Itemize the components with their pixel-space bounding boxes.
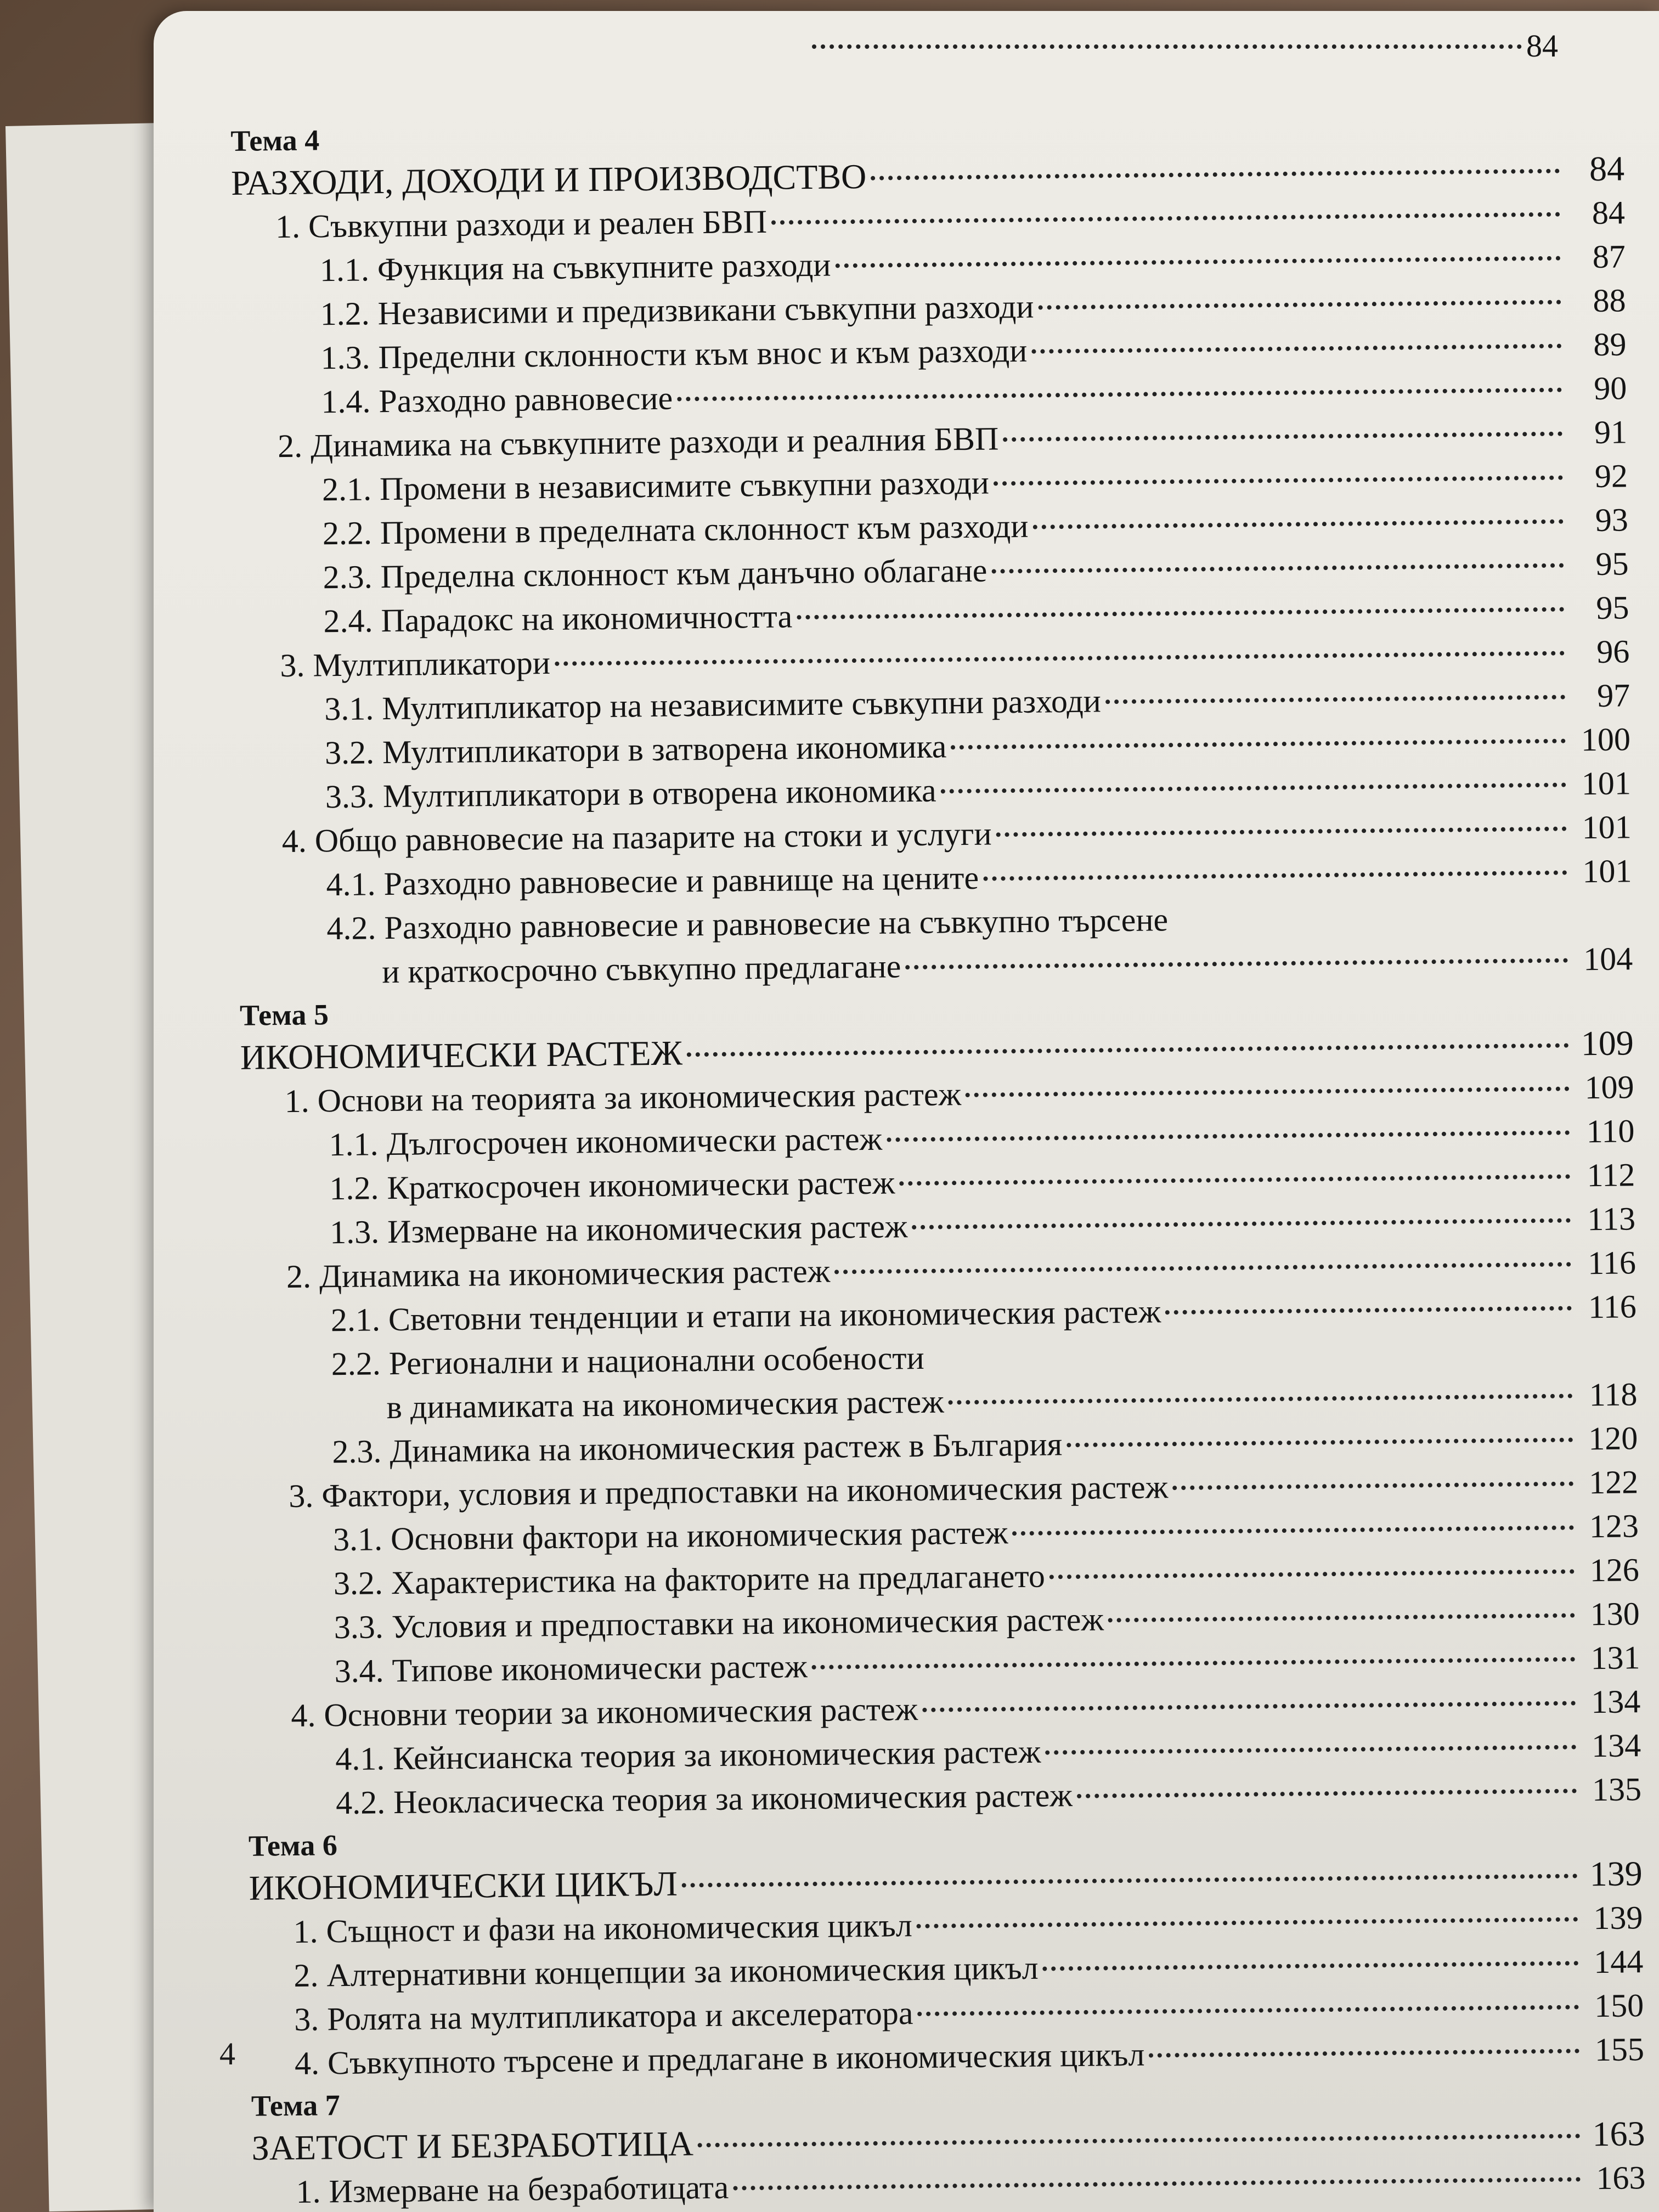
toc-entry-title: 1. Съвкупни разходи и реален БВП <box>275 203 768 245</box>
toc-entry-title: 3.3. Мултипликатори в отворена икономика <box>325 772 936 815</box>
toc-entry-page: 92 <box>1594 458 1628 494</box>
toc-entry-title: 1.4. Разходно равновесие <box>321 380 673 420</box>
toc-entry-page: 163 <box>1592 2114 1645 2154</box>
toc-entry-page: 139 <box>1589 1854 1643 1894</box>
leader-dots <box>771 212 1560 225</box>
toc-entry-title: 1.1. Функция на съвкупните разходи <box>319 246 831 289</box>
toc-entry-title: 3.1. Основни фактори на икономическия растеж <box>332 1514 1008 1558</box>
toc-entry-title: 3. Фактори, условия и предпоставки на икономическия растеж <box>288 1469 1169 1515</box>
toc-entry-title: 1.1. Дългосрочен икономически растеж <box>329 1120 883 1163</box>
toc-entry-page: 101 <box>1582 853 1632 890</box>
toc-entry-page: 139 <box>1593 1899 1643 1937</box>
leader-dots <box>994 476 1563 486</box>
toc-entry-title: Тема 6 <box>248 1829 338 1863</box>
top-leader-line <box>812 27 1558 71</box>
toc-entry-title: 3.4. Типове икономически растеж <box>334 1648 808 1690</box>
book-page <box>154 11 1659 2212</box>
toc-entry-title: 4.1. Разходно равновесие и равнище на цените <box>326 859 979 903</box>
toc-entry-page: 134 <box>1591 1727 1641 1764</box>
toc-entry-page: 163 <box>1596 2159 1646 2197</box>
leader-dots <box>991 563 1564 574</box>
leader-dots <box>922 1701 1576 1712</box>
toc-entry-page: 84 <box>1592 194 1626 232</box>
toc-entry-title: 2.3. Динамика на икономическия растеж в България <box>332 1426 1063 1470</box>
toc-entry-title: и краткосрочно съвкупно предлагане <box>381 948 901 990</box>
leader-dots <box>1149 2049 1579 2057</box>
leader-dots <box>912 1218 1571 1230</box>
toc-entry-page: 123 <box>1589 1508 1639 1545</box>
toc-entry-title: 1. Измерване на безработицата <box>296 2169 729 2210</box>
leader-dots <box>1165 1306 1572 1315</box>
toc-entry-title: 2.2. Регионални и национални особености <box>331 1339 924 1383</box>
leader-dots <box>1077 1788 1577 1798</box>
toc-entry-page: 88 <box>1593 282 1626 319</box>
toc-entry-title: 4.2. Разходно равновесие и равновесие на съвкупно търсене <box>326 901 1169 947</box>
toc-entry-title: 4.2. Неокласическа теория за икономическия растеж <box>335 1777 1073 1821</box>
toc-entry-title: 1. Същност и фази на икономическия цикъл <box>293 1907 913 1950</box>
leader-dots <box>966 1087 1570 1098</box>
toc-entry-page: 134 <box>1590 1683 1641 1720</box>
toc-entry-title: 2. Динамика на икономическия растеж <box>286 1252 831 1295</box>
toc-entry-page: 131 <box>1590 1639 1640 1677</box>
leader-dots <box>917 2005 1579 2016</box>
leader-dots <box>871 169 1560 180</box>
leader-dots <box>1031 344 1561 354</box>
leader-dots <box>1003 432 1562 442</box>
toc-entry-title: 3. Ролята на мултипликатора и акселератора <box>294 1995 913 2038</box>
toc-entry-page: 104 <box>1583 940 1633 978</box>
toc-entry-page: 101 <box>1581 765 1632 802</box>
leader-dots <box>1012 1525 1574 1536</box>
toc-entry-page: 126 <box>1589 1551 1640 1589</box>
toc-entry-title: 2.2. Промени в пределната склонност към разходи <box>322 507 1029 552</box>
toc-entry-title: 1.3. Пределни склонности към внос и към разходи <box>320 332 1028 376</box>
toc-entry-title: ИКОНОМИЧЕСКИ ЦИКЪЛ <box>249 1864 678 1908</box>
leader-dots <box>917 1917 1578 1928</box>
leader-dots <box>1066 1438 1573 1448</box>
leader-dots <box>1172 1482 1573 1491</box>
toc-entry-title: 2. Динамика на съвкупните разходи и реалния БВП <box>277 420 999 465</box>
toc-entry-page: 87 <box>1592 238 1626 275</box>
toc-entry-page: 109 <box>1584 1069 1634 1106</box>
top-leader-page: 84 <box>1526 28 1558 64</box>
leader-dots <box>733 2177 1581 2190</box>
leader-dots <box>905 958 1568 970</box>
toc-entry-title: Тема 4 <box>230 123 320 157</box>
leader-dots <box>682 1874 1578 1887</box>
toc-entry-title: 3.3. Условия и предпоставки на икономическия растеж <box>334 1601 1104 1646</box>
leader-dots <box>1108 1613 1575 1622</box>
toc-entry-page: 89 <box>1593 326 1627 363</box>
toc-entry-page: 97 <box>1596 677 1630 714</box>
toc-entry-title: 2.4. Парадокс на икономичността <box>323 598 793 640</box>
toc-entry-title: ИКОНОМИЧЕСКИ РАСТЕЖ <box>240 1033 683 1077</box>
toc-entry-title: 1. Основи на теорията за икономическия растеж <box>284 1076 962 1120</box>
toc-entry-title: 1.2. Краткосрочен икономически растеж <box>329 1164 895 1207</box>
toc-entry-title: РАЗХОДИ, ДОХОДИ И ПРОИЗВОДСТВО <box>230 156 867 202</box>
toc-entry-page: 120 <box>1588 1420 1638 1457</box>
toc-entry-title: 4. Основни теории за икономическия растеж <box>291 1691 918 1734</box>
toc-entry-page: 110 <box>1586 1113 1635 1150</box>
leader-dots <box>835 256 1560 268</box>
leader-dots <box>983 871 1567 881</box>
toc-entry-page: 84 <box>1589 149 1625 189</box>
toc-entry-title: Тема 7 <box>251 2089 341 2123</box>
toc-entry-title: в динамиката на икономическия растеж <box>386 1383 944 1426</box>
leader-dots <box>1032 520 1563 529</box>
toc-entry-page: 93 <box>1595 501 1629 538</box>
toc-entry-title: 3.2. Характеристика на факторите на предлагането <box>333 1558 1046 1602</box>
toc-entry-page: 116 <box>1587 1244 1637 1282</box>
toc-entry-page: 91 <box>1594 414 1628 450</box>
toc-entry-page: 100 <box>1581 721 1631 758</box>
leader-dots <box>899 1175 1570 1186</box>
toc-entry-title: 2.1. Световни тенденции и етапи на икономическия растеж <box>330 1293 1161 1339</box>
toc-entry-title: 2. Алтернативни концепции за икономическия цикъл <box>294 1949 1039 1994</box>
leader-dots <box>797 607 1564 620</box>
toc-entry-title: 1.2. Независими и предизвикани съвкупни разходи <box>320 288 1034 332</box>
toc-entry-page: 95 <box>1596 589 1629 626</box>
leader-dots <box>687 1043 1569 1057</box>
toc-entry-title: Тема 5 <box>239 998 329 1032</box>
page-number: 4 <box>219 2036 235 2072</box>
toc-entry-title: 2.1. Промени в независимите съвкупни разходи <box>321 464 990 508</box>
toc-entry-page: 118 <box>1589 1376 1638 1413</box>
toc-entry-title: ЗАЕТОСТ И БЕЗРАБОТИЦА <box>251 2124 694 2168</box>
toc-entry-title: 4.1. Кейнсианска теория за икономическия растеж <box>335 1733 1041 1778</box>
toc-entry-title: 3.1. Мултипликатор на независимите съвкупни разходи <box>324 682 1102 727</box>
toc-entry-page: 116 <box>1588 1288 1637 1325</box>
leader-dots <box>1045 1745 1576 1754</box>
toc-entry-title: 2.3. Пределна склонност към данъчно облагане <box>323 552 988 596</box>
toc-entry-page: 96 <box>1596 633 1630 670</box>
toc-entry-title: 3.2. Мултипликатори в затворена икономика <box>324 728 947 771</box>
toc-entry-page: 130 <box>1590 1595 1640 1633</box>
leader-dots <box>996 827 1567 837</box>
leader-dots <box>941 783 1566 794</box>
toc-entry-title: 1.3. Измерване на икономическия растеж <box>329 1208 908 1251</box>
toc-entry-page: 135 <box>1592 1771 1642 1808</box>
toc-entry-title: 4. Общо равновесие на пазарите на стоки и услуги <box>281 815 992 860</box>
leader-dots <box>1038 300 1561 310</box>
toc-entry-title: 4. Съвкупното търсене и предлагане в икономическия цикъл <box>294 2036 1145 2081</box>
toc-entry-page: 95 <box>1595 545 1629 582</box>
toc-entry-page: 112 <box>1587 1156 1635 1194</box>
toc-entry-page: 113 <box>1587 1200 1636 1238</box>
leader-dots <box>812 44 1522 49</box>
leader-dots <box>698 2134 1581 2147</box>
toc-entry-page: 101 <box>1582 809 1632 846</box>
leader-dots <box>812 1657 1576 1669</box>
toc-entry-page: 122 <box>1588 1464 1639 1501</box>
leader-dots <box>1049 1569 1575 1579</box>
leader-dots <box>1105 695 1565 704</box>
toc-entry-page: 150 <box>1594 1987 1644 2024</box>
leader-dots <box>887 1131 1570 1142</box>
toc-entry-page: 144 <box>1593 1943 1644 1980</box>
leader-dots <box>949 1394 1573 1405</box>
toc-entry-page: 90 <box>1593 370 1627 407</box>
leader-dots <box>677 388 1562 402</box>
leader-dots <box>951 739 1566 750</box>
table-of-contents <box>230 106 1646 2212</box>
toc-entry-page: 109 <box>1581 1023 1634 1063</box>
leader-dots <box>1043 1961 1579 1971</box>
leader-dots <box>834 1262 1571 1274</box>
toc-entry-title: 3. Мултипликатори <box>280 644 551 684</box>
leader-dots <box>555 651 1565 666</box>
toc-entry-page: 155 <box>1594 2031 1645 2068</box>
